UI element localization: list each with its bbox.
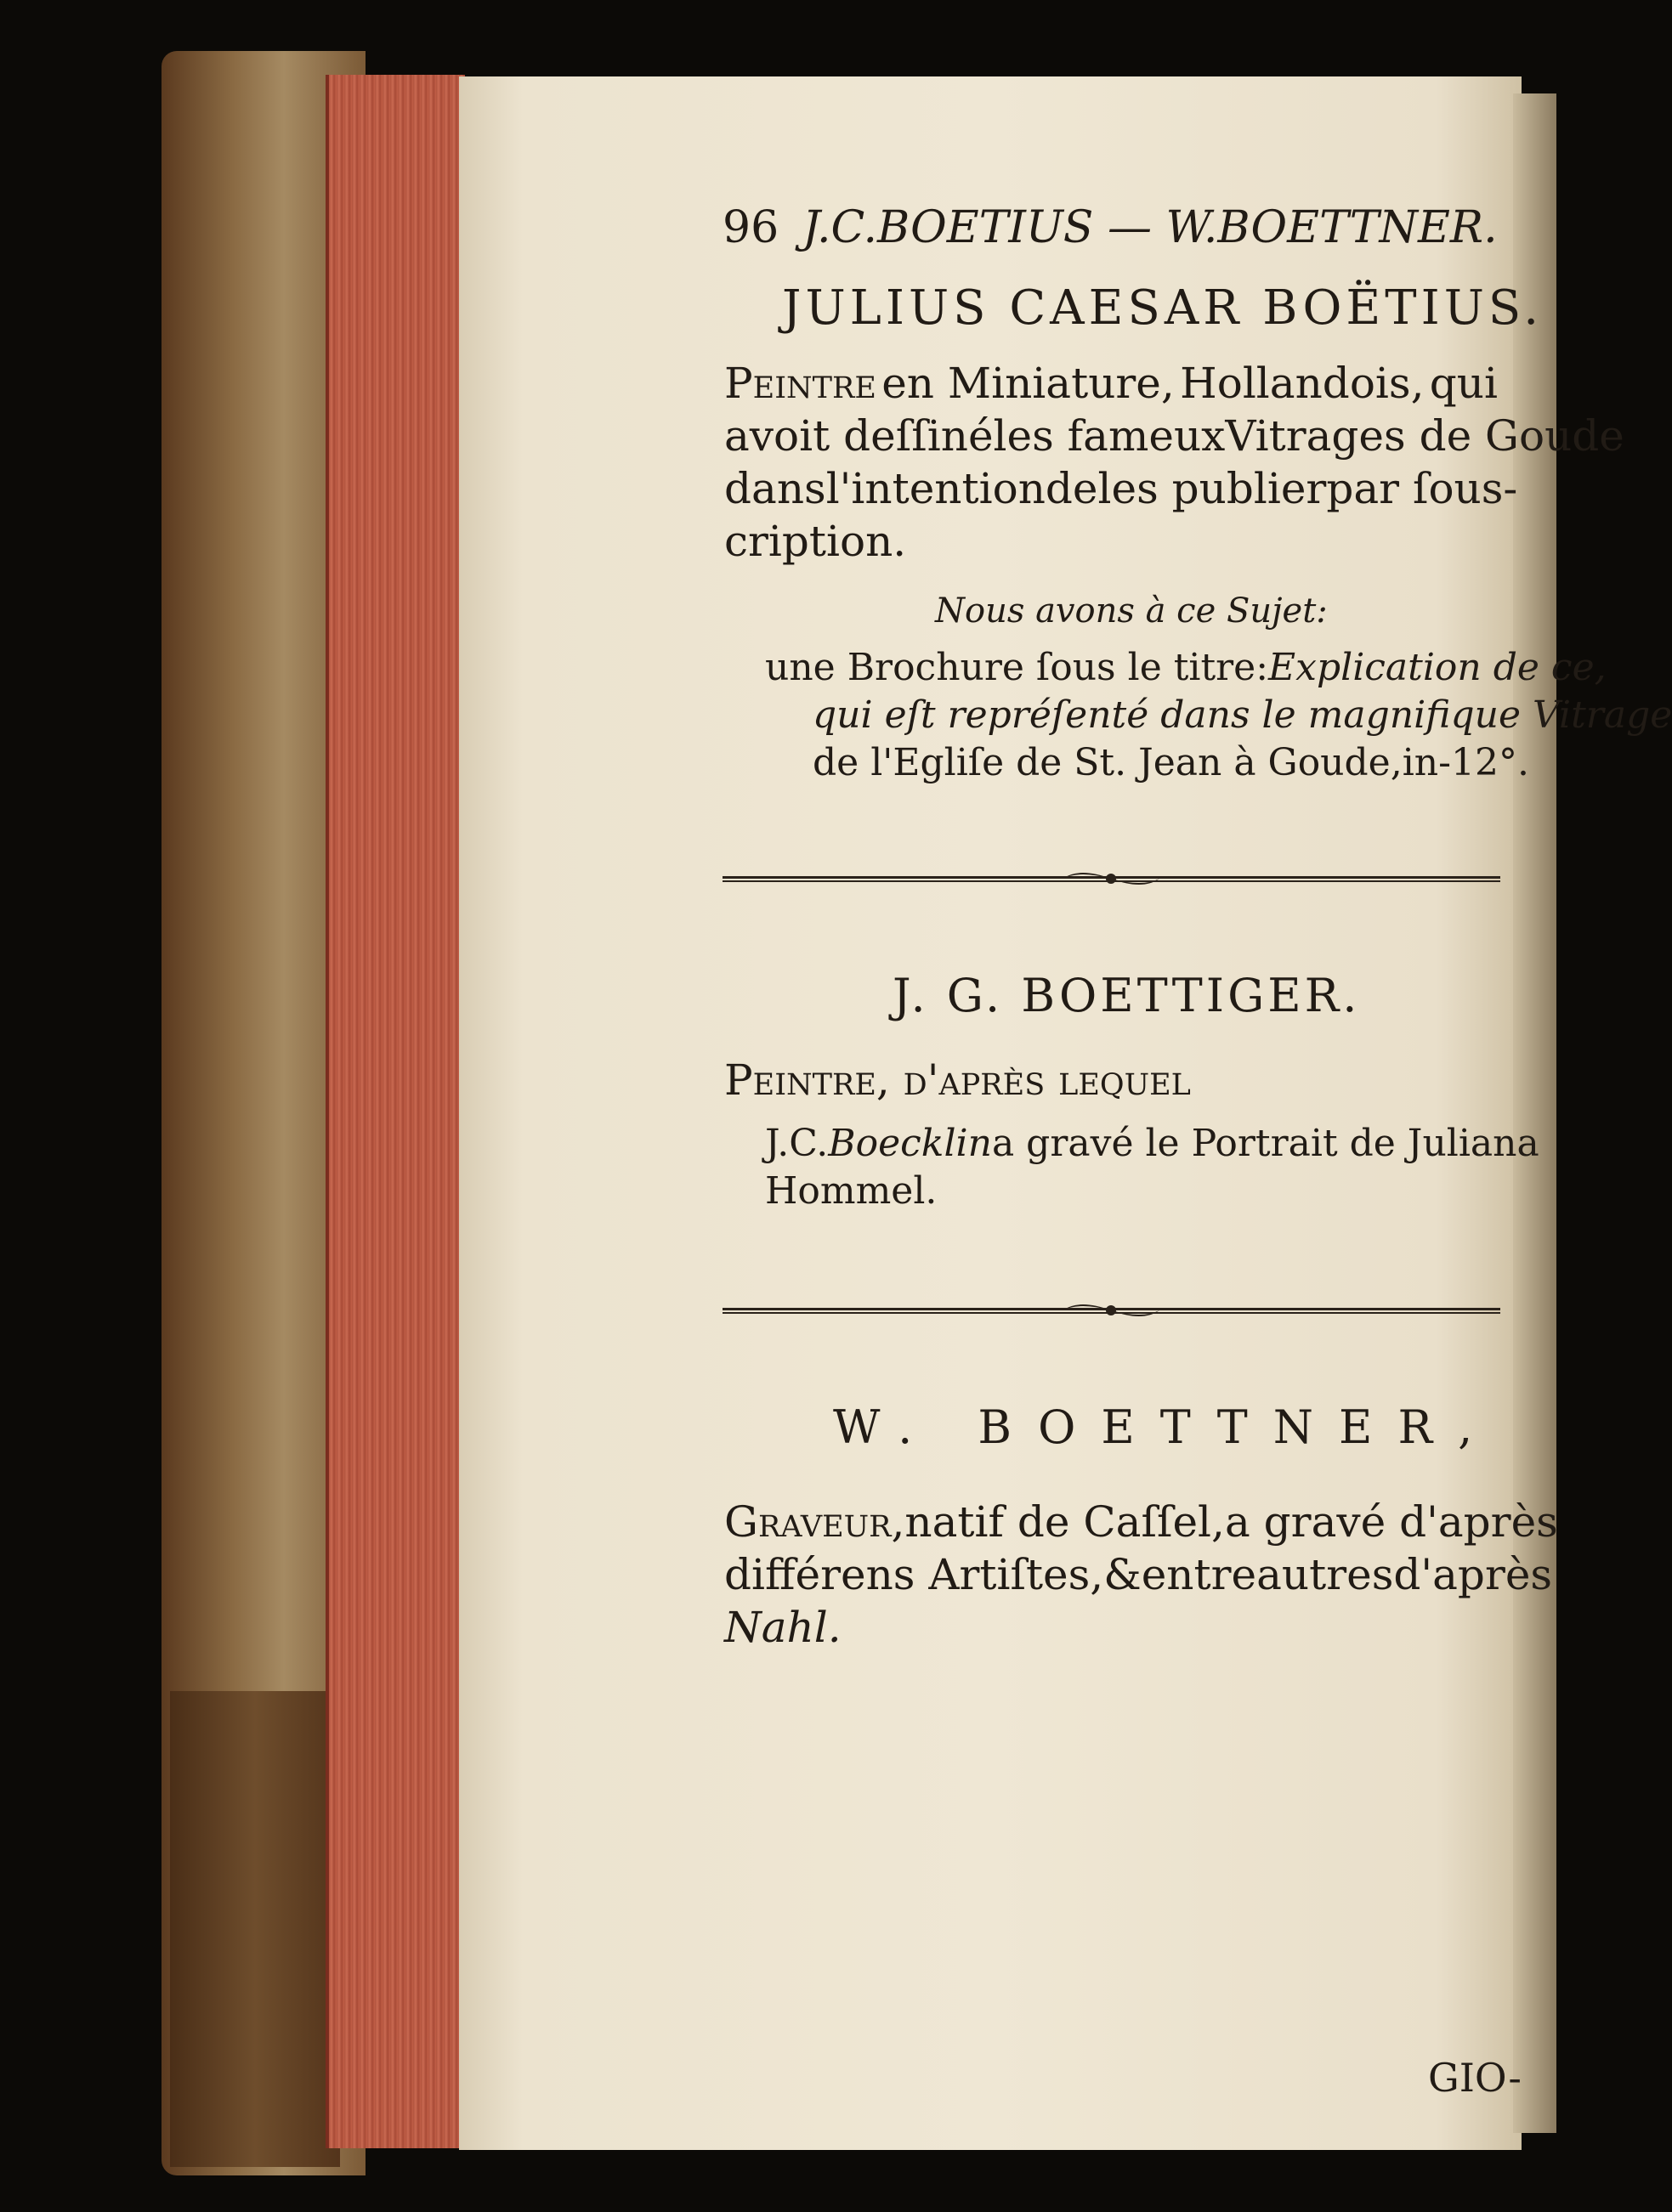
- word: Hollandois,: [1180, 359, 1425, 408]
- ref-text: Hommel.: [765, 1169, 938, 1213]
- ref-engraver: Boecklin: [828, 1122, 992, 1165]
- ref-text: de l'Egliſe de St. Jean à Goude,: [813, 741, 1403, 784]
- text-line: [765, 644, 1607, 692]
- word: entre: [1141, 1550, 1257, 1599]
- word: dans: [724, 464, 826, 513]
- text-line: [724, 1496, 1558, 1548]
- entry-body: [724, 1054, 1191, 1106]
- word: les publier: [1097, 464, 1327, 513]
- word: a gravé d'après: [1224, 1497, 1558, 1547]
- word: &: [1103, 1550, 1142, 1599]
- page-gutter: [1513, 93, 1556, 2133]
- lead-word: Graveur,: [724, 1497, 905, 1547]
- text-line: [724, 462, 1518, 515]
- text-line: [765, 1168, 1496, 1215]
- ref-text: J.C.: [765, 1122, 829, 1165]
- entry-heading: J. G. BOETTIGER.: [893, 969, 1361, 1022]
- entry-body: [724, 357, 1624, 568]
- page-edges: [326, 75, 465, 2148]
- text-line: [765, 692, 1672, 739]
- reference: [765, 644, 1672, 787]
- catchword: GIO-: [1428, 2055, 1522, 2101]
- lead-word: Peintre: [724, 359, 876, 408]
- text-line: [724, 515, 1498, 568]
- word: par ſous-: [1326, 464, 1518, 513]
- running-title: J.C.BOETIUS — W.BOETTNER.: [802, 202, 1498, 253]
- ref-title: Explication de ce,: [1268, 646, 1607, 689]
- note-label: Nous avons à ce Sujet:: [935, 591, 1328, 631]
- word: l'intention: [825, 464, 1046, 513]
- text-line: [724, 410, 1624, 462]
- word: différens Artiſtes,: [724, 1550, 1104, 1599]
- text-line: [724, 1548, 1553, 1601]
- ref-title: qui eſt repréſenté dans le magnifique Vitrage: [813, 693, 1672, 737]
- word: en Miniature,: [881, 359, 1175, 408]
- word: d'après: [1393, 1550, 1553, 1599]
- word: qui: [1429, 359, 1498, 408]
- word: Nahl.: [724, 1603, 842, 1652]
- text-line: [724, 1601, 1498, 1654]
- cover-band: [170, 1691, 340, 2167]
- entry-heading: JULIUS CAESAR BOËTIUS.: [782, 280, 1544, 336]
- ref-text: une Brochure ſous le titre:: [765, 646, 1269, 689]
- ornament-rule: [723, 1300, 1500, 1321]
- word: de: [1045, 464, 1098, 513]
- ornament-rule: [723, 868, 1500, 889]
- reference: [765, 1120, 1539, 1215]
- text-line: [724, 357, 1498, 410]
- page-number: 96: [723, 202, 779, 253]
- text-line: [765, 739, 1529, 787]
- word: Vitrages de Goude: [1225, 411, 1624, 461]
- word: cription.: [724, 517, 907, 566]
- word: les fameux: [993, 411, 1226, 461]
- text-line: [765, 1120, 1539, 1168]
- ref-text: a gravé le Portrait de Juliana: [991, 1122, 1539, 1165]
- word: natif de Caſſel,: [904, 1497, 1225, 1547]
- word: autres: [1256, 1550, 1394, 1599]
- word: avoit deſſiné: [724, 411, 994, 461]
- lead-word: Peintre, d'après lequel: [724, 1055, 1191, 1105]
- ref-format: in-12°.: [1402, 741, 1529, 784]
- entry-body: [724, 1496, 1558, 1654]
- running-head: [723, 202, 1498, 253]
- entry-heading: W. BOETTNER,: [833, 1400, 1499, 1454]
